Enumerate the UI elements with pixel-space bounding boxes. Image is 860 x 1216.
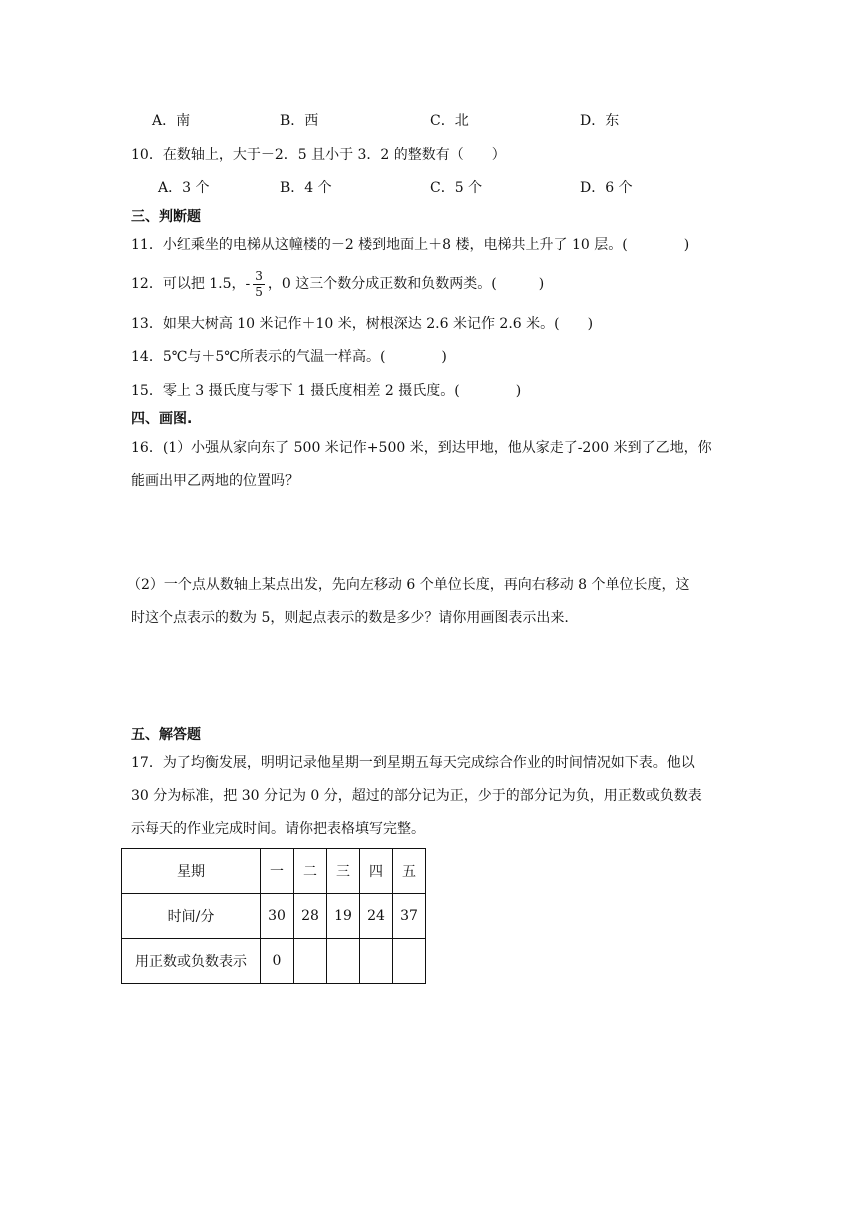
q12-text-before: 12．可以把 1.5，-: [131, 276, 251, 292]
q16-part1-line1: 16．(1）小强从家向东了 500 米记作+500 米，到达甲地，他从家走了-200 米到了乙地，你: [131, 440, 712, 456]
q9-option-c: C．北: [430, 113, 469, 129]
table-row: [122, 939, 426, 984]
table-row: [122, 849, 426, 894]
q12-fraction-numerator: 3: [255, 268, 263, 283]
q14-text: 14．5℃与＋5℃所表示的气温一样高。( ): [131, 349, 447, 365]
table-cell: 24: [360, 894, 393, 939]
table-cell: 0: [261, 939, 294, 984]
table-cell: 三: [327, 849, 360, 894]
table-cell[interactable]: [294, 939, 327, 984]
q17-line1: 17．为了均衡发展，明明记录他星期一到星期五每天完成综合作业的时间情况如下表。他以: [131, 755, 695, 771]
q12-fraction: [253, 269, 265, 300]
q17-line3: 示每天的作业完成时间。请你把表格填写完整。: [131, 821, 425, 837]
table-cell[interactable]: [327, 939, 360, 984]
table-cell: 19: [327, 894, 360, 939]
q12-fraction-denominator: 5: [255, 284, 263, 299]
table-row: [122, 894, 426, 939]
q16-part2-line1: （2）一个点从数轴上某点出发，先向左移动 6 个单位长度，再向右移动 8 个单位长度，这: [127, 577, 690, 593]
q10-option-a: A．3 个: [158, 180, 210, 196]
table-cell[interactable]: [360, 939, 393, 984]
q10-option-b: B．4 个: [280, 180, 332, 196]
table-cell[interactable]: [393, 939, 426, 984]
q9-option-d: D．东: [580, 113, 620, 129]
q11-text: 11．小红乘坐的电梯从这幢楼的－2 楼到地面上＋8 楼，电梯共上升了 10 层。( ): [131, 237, 690, 253]
table-cell: 四: [360, 849, 393, 894]
q9-option-a: A．南: [152, 113, 191, 129]
q10-option-d: D．6 个: [580, 180, 633, 196]
table-cell: 一: [261, 849, 294, 894]
q16-part2-line2: 时这个点表示的数为 5，则起点表示的数是多少？请你用画图表示出来.: [131, 610, 569, 626]
table-cell: 30: [261, 894, 294, 939]
q9-option-b: B．西: [280, 113, 319, 129]
q16-part1-line2: 能画出甲乙两地的位置吗？: [131, 473, 299, 489]
q15-text: 15．零上 3 摄氏度与零下 1 摄氏度相差 2 摄氏度。( ): [131, 383, 522, 399]
table-cell: 28: [294, 894, 327, 939]
section-3-title: 三、判断题: [131, 209, 201, 225]
table-cell: 星期: [122, 849, 261, 894]
q10-stem: 10．在数轴上，大于－2．5 且小于 3．2 的整数有（ ）: [131, 147, 506, 163]
homework-time-table: [121, 848, 426, 984]
table-cell: 用正数或负数表示: [122, 939, 261, 984]
section-4-title: 四、画图.: [131, 411, 193, 427]
q13-text: 13．如果大树高 10 米记作＋10 米，树根深达 2.6 米记作 2.6 米。( ): [131, 316, 594, 332]
table-cell: 二: [294, 849, 327, 894]
q17-line2: 30 分为标准，把 30 分记为 0 分，超过的部分记为正，少于的部分记为负，用正数或负数表: [131, 788, 702, 804]
table-cell: 时间/分: [122, 894, 261, 939]
section-5-title: 五、解答题: [131, 727, 201, 743]
table-cell: 37: [393, 894, 426, 939]
q10-option-c: C．5 个: [430, 180, 483, 196]
q12-text-after: ，0 这三个数分成正数和负数两类。( ): [267, 276, 545, 292]
table-cell: 五: [393, 849, 426, 894]
q12-line: [131, 264, 544, 304]
